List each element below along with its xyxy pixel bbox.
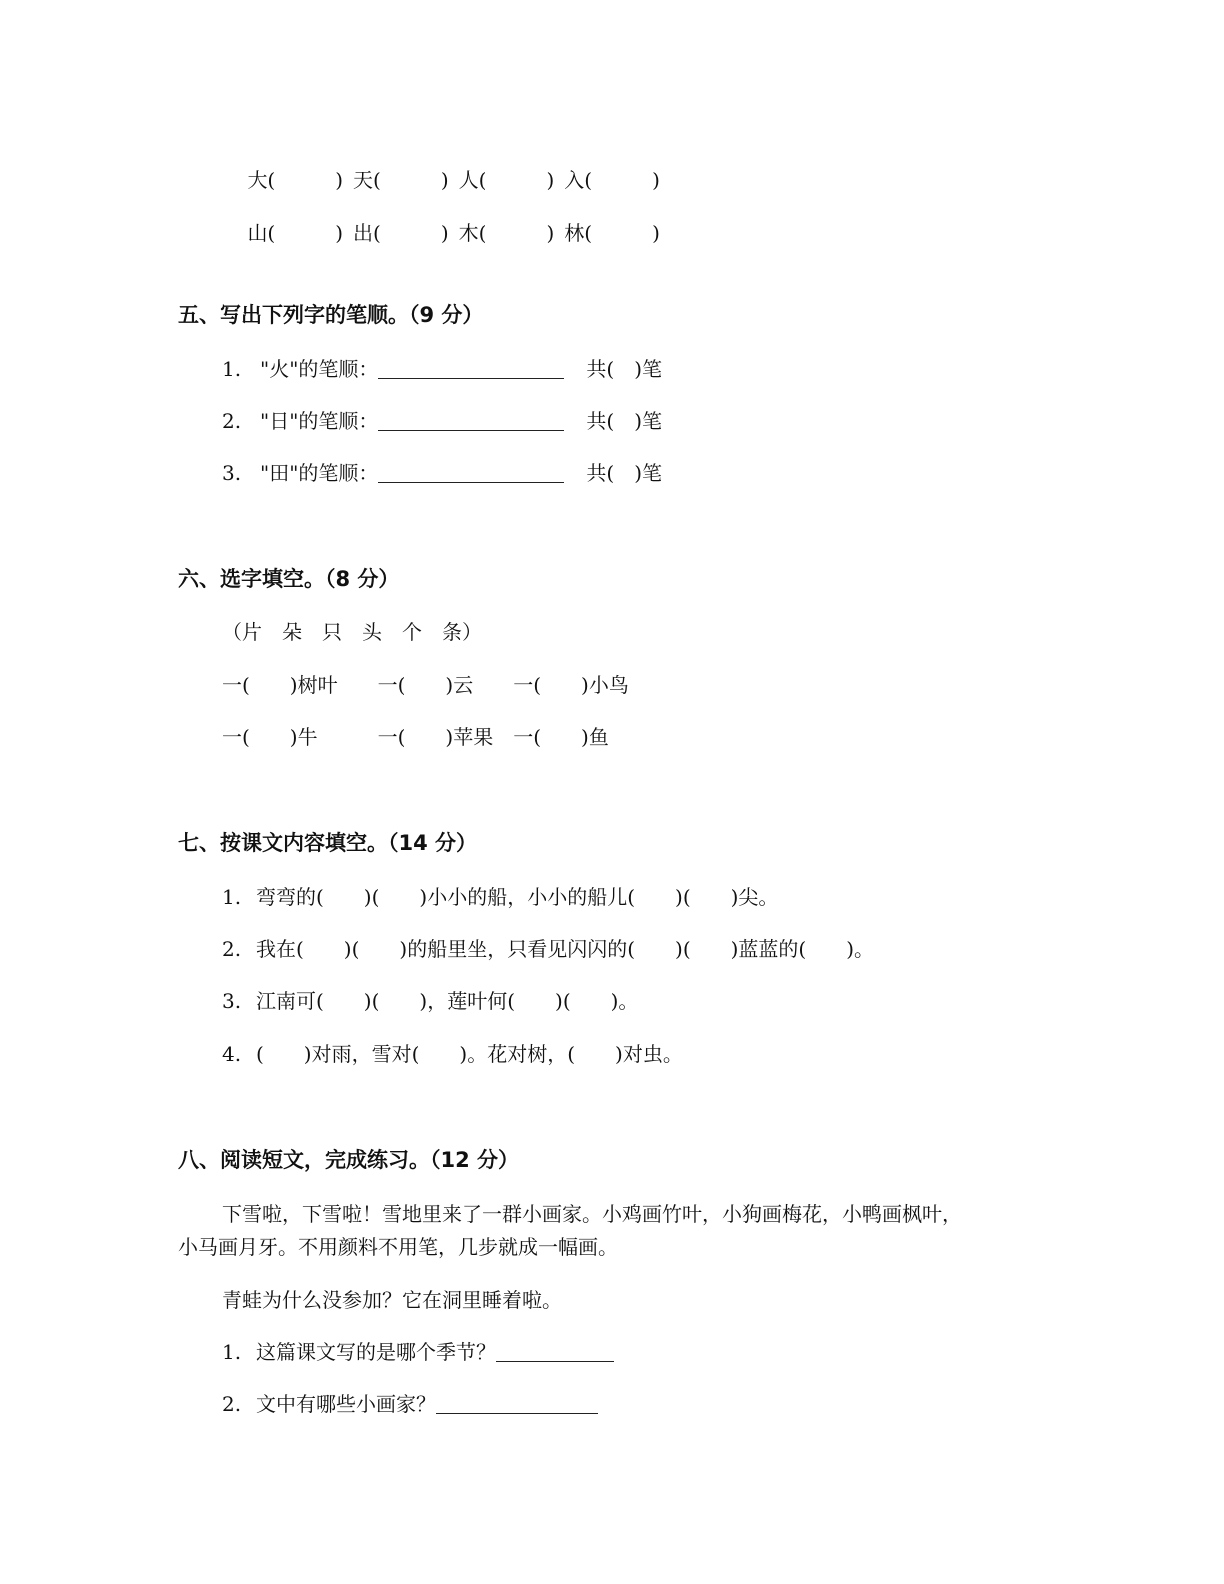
question-text: 文中有哪些小画家？	[256, 1392, 436, 1416]
section-5-heading: 五、写出下列字的笔顺。（9 分）	[178, 303, 484, 327]
radical-item: 大( )	[247, 168, 344, 192]
stroke-order-label: "火"的笔顺：	[260, 357, 379, 381]
question-text: 这篇课文写的是哪个季节？	[256, 1340, 496, 1364]
item-number: 1.	[222, 357, 242, 381]
section-7-heading: 七、按课文内容填空。（14 分）	[178, 831, 478, 855]
item-text: 弯弯的( )( )小小的船，小小的船儿( )( )尖。	[256, 885, 779, 909]
item-number: 4.	[222, 1042, 242, 1066]
answer-blank[interactable]	[496, 1343, 614, 1362]
item-number: 3.	[222, 461, 242, 485]
section-8-heading: 八、阅读短文，完成练习。（12 分）	[178, 1148, 520, 1172]
radical-item: 入( )	[564, 168, 660, 192]
radical-item: 出( )	[353, 221, 449, 245]
section-6-heading: 六、选字填空。（8 分）	[178, 567, 400, 591]
measure-word-row-2: 一( )牛 一( )苹果 一( )鱼	[222, 725, 609, 749]
stroke-order-label: "日"的笔顺：	[260, 409, 379, 433]
radical-row-2	[222, 197, 660, 269]
passage-line-1: 下雪啦，下雪啦！雪地里来了一群小画家。小鸡画竹叶，小狗画梅花，小鸭画枫叶，	[222, 1202, 962, 1226]
text-fill-item-1	[222, 885, 778, 909]
item-text: 江南可( )( )，莲叶何( )( )。	[256, 989, 639, 1013]
answer-blank[interactable]	[436, 1395, 598, 1414]
item-number: 3.	[222, 989, 242, 1013]
stroke-count: 共( )笔	[586, 357, 663, 381]
reading-question-2	[222, 1392, 598, 1416]
measure-word-row-1: 一( )树叶 一( )云 一( )小鸟	[222, 673, 629, 697]
reading-question-1	[222, 1340, 614, 1364]
stroke-count: 共( )笔	[586, 409, 663, 433]
stroke-order-label: "田"的笔顺：	[260, 461, 379, 485]
answer-blank[interactable]	[378, 464, 564, 483]
item-number: 2.	[222, 409, 242, 433]
word-bank: （片 朵 只 头 个 条）	[222, 620, 482, 644]
stroke-order-item-3	[222, 461, 662, 485]
item-text: ( )对雨，雪对( )。花对树，( )对虫。	[256, 1042, 683, 1066]
item-number: 2.	[222, 1392, 242, 1416]
item-number: 1.	[222, 1340, 242, 1364]
stroke-count: 共( )笔	[586, 461, 663, 485]
item-number: 2.	[222, 937, 242, 961]
radical-item: 天( )	[353, 168, 449, 192]
passage-line-2: 小马画月牙。不用颜料不用笔，几步就成一幅画。	[178, 1235, 618, 1259]
radical-item: 林( )	[564, 221, 660, 245]
text-fill-item-4	[222, 1042, 683, 1066]
item-number: 1.	[222, 885, 242, 909]
radical-item: 山( )	[247, 221, 344, 245]
answer-blank[interactable]	[378, 360, 564, 379]
radical-item: 人( )	[458, 168, 555, 192]
item-text: 我在( )( )的船里坐，只看见闪闪的( )( )蓝蓝的( )。	[256, 937, 875, 961]
stroke-order-item-2	[222, 409, 662, 433]
text-fill-item-2	[222, 937, 874, 961]
stroke-order-item-1	[222, 357, 662, 381]
passage-line-3: 青蛙为什么没参加？它在洞里睡着啦。	[222, 1288, 562, 1312]
text-fill-item-3	[222, 989, 638, 1013]
radical-item: 木( )	[458, 221, 555, 245]
answer-blank[interactable]	[378, 412, 564, 431]
